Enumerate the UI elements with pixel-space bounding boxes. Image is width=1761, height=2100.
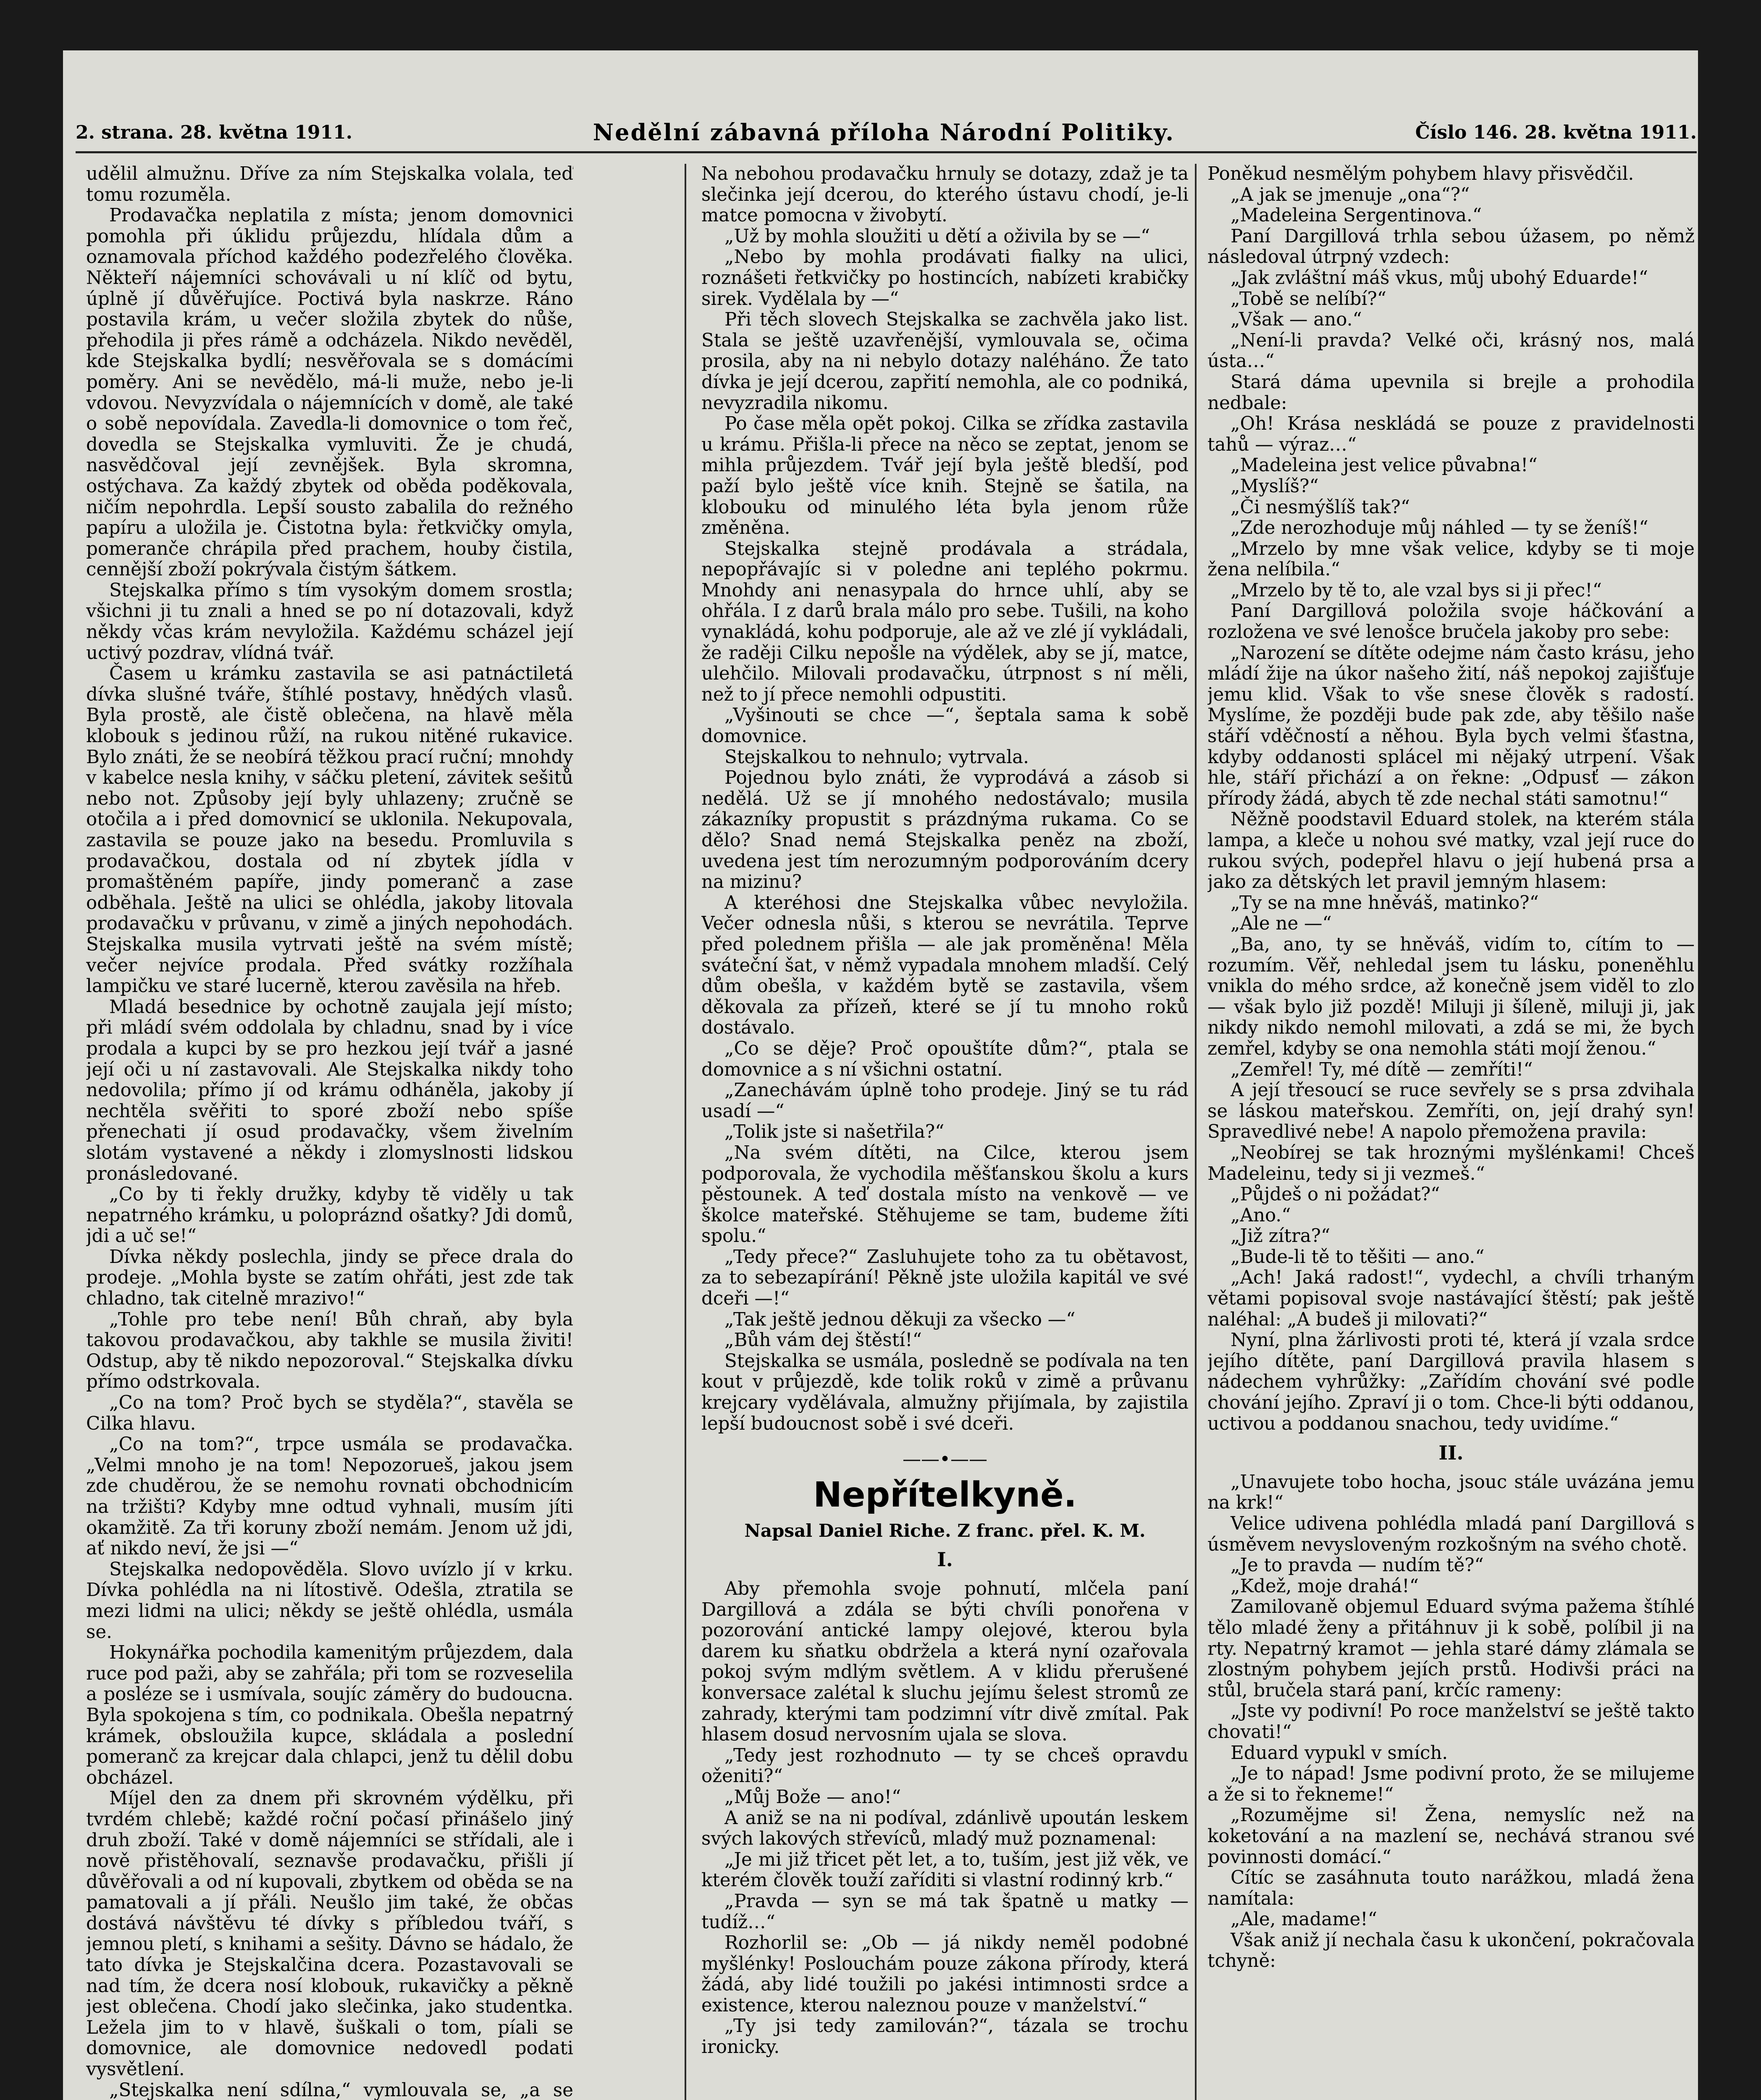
chapter-heading: II. <box>1438 1441 1464 1465</box>
story-title: Nepřítelkyně. <box>813 1475 1077 1515</box>
paragraph: „A jak se jmenuje „ona“?“ <box>1231 184 1470 205</box>
paragraph: „Tedy přece?“ Zasluhujete toho za tu obětavost, za to sebezapírání! Pěkně jste uložila kapitál ve své dceři —!“ <box>701 1246 1189 1310</box>
paragraph: Však aniž jí nechala času k ukončení, pokračovala tchyně: <box>1207 1929 1695 1972</box>
paragraph: „Pravda — syn se má tak špatně u matky — tudíž…“ <box>701 1890 1189 1933</box>
paragraph: Stejskalka přímo s tím vysokým domem srostla; všichni ji tu znali a hned se po ní dotazovali, když někdy včas krám nevyložila. Každému scházel její uctivý pozdrav, vlídná tvář. <box>86 580 573 664</box>
column-rule <box>1195 164 1197 2100</box>
paragraph: Stejskalka nedopověděla. Slovo uvízlo jí v krku. Dívka pohlédla na ni lítostivě. Odešla, ztratila se mezi lidmi na ulici; někdy se ještě ohlédla, usmála se. <box>86 1559 573 1643</box>
paragraph: „Není-li pravda? Velké oči, krásný nos, malá ústa…“ <box>1207 330 1695 372</box>
paragraph: Stejskalka stejně prodávala a strádala, nepopřávajíc si v poledne ani teplého pokrmu. Mnohdy ani nenasypala do hrnce uhlí, aby se ohřála. I z darů brala málo pro sebe. Tušili, na koho vynakládá, kohu podporuje, ale až ve zlé jí vykládali, že raději Cilku nepošle na výdělek, aby se jí, matce, ulehčilo. Milovali prodavačku, útrpnost s ní měli, než to jí přece nemohli odpustiti. <box>701 538 1189 705</box>
paragraph: „Již zítra?“ <box>1231 1226 1331 1247</box>
paragraph: Stejskalka se usmála, posledně se podívala na ten kout v průjezdě, kde tolik roků v zimě a průvanu krejcary vydělávala, almužny přijímala, by zajistila lepší budoucnost sobě i své dceři. <box>701 1350 1189 1434</box>
paragraph: Na nebohou prodavačku hrnuly se dotazy, zdaž je ta slečinka její dcerou, do kterého ústavu chodí, je-li matce pomocna v živobytí. <box>701 164 1189 226</box>
paragraph: „Je to pravda — nudím tě?“ <box>1231 1555 1484 1576</box>
paragraph: Poněkud nesmělým pohybem hlavy přisvědčil. <box>1207 164 1634 184</box>
paragraph: „Oh! Krása neskládá se pouze z pravidelnosti tahů — výraz…“ <box>1207 413 1695 455</box>
paragraph: „Ale, madame!“ <box>1231 1909 1377 1930</box>
story-byline: Napsal Daniel Riche. Z franc. přel. K. M. <box>744 1520 1146 1541</box>
paragraph: „Nebo by mohla prodávati fialky na ulici, roznášeti řetkvičky po hostincích, nabízeti krabičky sirek. Vydělala by —“ <box>701 247 1189 310</box>
paragraph: Stejskalkou to nehnulo; vytrvala. <box>724 746 1029 768</box>
paragraph: „Zde nerozhoduje můj náhled — ty se ženíš!“ <box>1231 517 1648 539</box>
story-separator: ——•—— <box>903 1449 987 1470</box>
paragraph: Po čase měla opět pokoj. Cilka se zřídka zastavila u krámu. Přišla-li přece na něco se zeptat, jenom se mihla průjezdem. Tvář její byla ještě bledší, pod paží bylo ještě více knih. Stejně se šatila, na klobouku od minulého léta byla jenom růže změněna. <box>701 413 1189 539</box>
paragraph: Stará dáma upevnila si brejle a prohodila nedbale: <box>1207 371 1695 414</box>
paragraph: „Rozumějme si! Žena, nemyslíc než na koketování a na mazlení se, nechává stranou své povinnosti domácí.“ <box>1207 1805 1695 1868</box>
paragraph: Zamilovaně objemul Eduard svýma pažema štíhlé tělo mladé ženy a přitáhnuv ji k sobě, políbil ji na rty. Nepatrný kramot — jehla staré dámy zlámala se zlostným pohybem jejích prstů. Hodivši práci na stůl, bručela stará paní, krčíc rameny: <box>1207 1596 1695 1701</box>
paragraph: A aniž se na ni podíval, zdánlivě upoután leskem svých lakových střevíců, mladý muž poznamenal: <box>701 1807 1189 1850</box>
paragraph: „Co by ti řekly družky, kdyby tě viděly u tak nepatrného krámku, u polopráznd ošatky? Jdi domů, jdi a uč se!“ <box>86 1184 573 1247</box>
paragraph: „Myslíš?“ <box>1231 475 1319 497</box>
column-2 <box>701 164 1189 2100</box>
paragraph: Rozhorlil se: „Ob — já nikdy neměl podobné myšlénky! Poslouchám pouze zákona přírody, která žádá, aby lidé toužili po jakési intimnosti srdce a existence, kterou naleznou pouze v manželství.“ <box>701 1932 1189 2016</box>
paragraph: „Madeleina jest velice půvabna!“ <box>1231 455 1538 476</box>
paragraph: Velice udivena pohlédla mladá paní Dargillová s úsměvem nevysloveným rozkošným na svého chotě. <box>1207 1513 1695 1555</box>
paragraph: „Kdež, moje drahá!“ <box>1231 1575 1419 1597</box>
column-rule <box>685 164 686 2100</box>
paragraph: „Madeleina Sergentinova.“ <box>1231 205 1482 226</box>
paragraph: „Zanechávám úplně toho prodeje. Jiný se tu rád usadí —“ <box>701 1080 1189 1122</box>
paragraph: „Ach! Jaká radost!“, vydechl, a chvíli trhaným větami popisoval svoje nastávající štěstí; pak ještě naléhal: „A budeš ji milovati?“ <box>1207 1267 1695 1330</box>
paragraph: „Na svém dítěti, na Cilce, kterou jsem podporovala, že vychodila měšťanskou školu a kurs pěstounek. A teď dostala místo na venkově — ve školce mateřské. Stěhujeme se tam, budeme žíti spolu.“ <box>701 1142 1189 1247</box>
paragraph: „Mrzelo by mne však velice, kdyby se ti moje žena nelíbila.“ <box>1207 538 1695 580</box>
paragraph: A kteréhosi dne Stejskalka vůbec nevyložila. Večer odnesla nůši, s kterou se nevrátila. Teprve před polednem přišla — ale jak proměněna! Měla sváteční šat, v němž vypadala mnohem mladší. Celý dům obešla, v každém bytě se zastavila, všem děkovala za přízeň, které se jí tu mnoho roků dostávalo. <box>701 892 1189 1039</box>
paragraph: Mladá besednice by ochotně zaujala její místo; při mládí svém oddolala by chladnu, snad by i více prodala a kupci by se pro hezkou její tvář a jasné její oči u ní zastavovali. Ale Stejskalka nikdy toho nedovolila; přímo jí od krámu odháněla, jakoby jí nechtěla svěřiti to sporé zboží nebo spíše přenechati jí osud prodavačky, všem živelním slotám vystavené a někdy i zlomyslnosti lidskou pronásledované. <box>86 996 573 1184</box>
paragraph: „Narození se dítěte odejme nám často krásu, jeho mládí žije na úkor našeho žití, náš nepokoj zajišťuje jemu klid. Však to vše snese člověk s radostí. Myslíme, že později bude pak zde, aby těšilo naše stáří vděčností a něhou. Byla bych velmi šťastna, kdyby oddanosti splácel mi nějaký utrpení. Však hle, stáří přichází a on řekne: „Odpusť — zákon přírody žádá, abych tě zde nechal státi samotnu!“ <box>1207 642 1695 809</box>
paragraph: Míjel den za dnem při skrovném výdělku, při tvrdém chlebě; každé roční počasí přinášelo jiný druh zboží. Také v domě nájemníci se střídali, ale i nově přistěhovalí, seznavše prodavačku, přišli jí důvěřovali a od ní kupovali, zbytkem od oběda se na pamatovali a jí přáli. Neušlo jim také, že občas dostává návštěvu té dívky s příbledou tváří, s jemnou pletí, s knihami a sešity. Dávno se hádalo, že tato dívka je Stejskalčina dcera. Pozastavovali se nad tím, že dcera nosí klobouk, rukavičky a pěkně jest oblečena. Chodí jako slečinka, jako studentka. Ležela jim to v hlavě, šuškali o tom, píali se domovnice, ale domovnice nedovedl podati vysvětlení. <box>86 1788 573 2080</box>
paragraph: Paní Dargillová trhla sebou úžasem, po němž následoval útrpný vzdech: <box>1207 226 1695 268</box>
paragraph: „Ba, ano, ty se hněváš, vidím to, cítím to — rozumím. Věř, nehledal jsem tu lásku, poneněhlu vnikla do mého srdce, až konečně jsem viděl to zlo — však bylo již pozdě! Miluji ji šíleně, miluji ji, jak nikdy nikdo nemohl milovati, a zdá se mi, že bych zemřel, kdyby se ona nemohla státi mojí ženou.“ <box>1207 934 1695 1059</box>
paragraph: „Bůh vám dej štěstí!“ <box>724 1330 922 1351</box>
paragraph: „Tedy jest rozhodnuto — ty se chceš opravdu oženiti?“ <box>701 1745 1189 1787</box>
paragraph: „Co na tom? Proč bych se styděla?“, stavěla se Cilka hlavu. <box>86 1392 573 1434</box>
paragraph: Paní Dargillová položila svoje háčkování a rozložena ve své lenošce bručela jakoby pro sebe: <box>1207 601 1695 643</box>
paragraph: Pojednou bylo znáti, že vyprodává a zásob si nedělá. Už se jí mnohého nedostávalo; musila zákazníky propustit s prázdnýma rukama. Co se dělo? Snad nemá Stejskalka peněz na zboží, uvedena jest tím nerozumným podporováním dcery na mizinu? <box>701 767 1189 893</box>
paragraph: Cítíc se zasáhnuta touto narážkou, mladá žena namítala: <box>1207 1867 1695 1909</box>
paragraph: „Či nesmýšlíš tak?“ <box>1231 496 1410 518</box>
paragraph: „Co se děje? Proč opouštíte dům?“, ptala se domovnice a s ní všichni ostatní. <box>701 1038 1189 1080</box>
paragraph: udělil almužnu. Dříve za ním Stejskalka volala, teď tomu rozuměla. <box>86 164 573 205</box>
paragraph: „Jak zvláštní máš vkus, můj ubohý Eduarde!“ <box>1231 267 1648 289</box>
paragraph: „Tobě se nelíbí?“ <box>1231 288 1387 310</box>
paragraph: Aby přemohla svoje pohnutí, mlčela paní Dargillová a zdála se býti chvíli ponořena v pozorování antické lampy olejové, kterou byla darem ku sňatku obdržela a která nyní ozařovala pokoj svým mdlým světlem. A v klidu přerušené konversace zalétal k sluchu jejímu šelest stromů ze zahrady, kterými tam podzimní vítr divě zmítal. Pak hlasem dosud nervosním ujala se slova. <box>701 1578 1189 1746</box>
paragraph: A její třesoucí se ruce sevřely se s prsa zdvihala se láskou mateřskou. Zemříti, on, její drahý syn! Spravedlivé nebe! A napolo přemožena pravila: <box>1207 1080 1695 1143</box>
paragraph: „Je to nápad! Jsme podivní proto, že se milujeme a že si to řekneme!“ <box>1207 1763 1695 1805</box>
paragraph: „Vyšinouti se chce —“, šeptala sama k sobě domovnice. <box>701 705 1189 747</box>
paragraph: „Tohle pro tebe není! Bůh chraň, aby byla takovou prodavačkou, aby takhle se musila živiti! Odstup, aby tě nikdo nepozoroval.“ Stejskalka dívku přímo odstrkovala. <box>86 1309 573 1393</box>
paragraph: „Unavujete tobo hocha, jsouc stále uvázána jemu na krk!“ <box>1207 1471 1695 1514</box>
header-page-date: 2. strana. 28. května 1911. <box>76 121 353 143</box>
header-publication-title: Nedělní zábavná příloha Národní Politiky. <box>593 119 1175 146</box>
paragraph: „Půjdeš o ni požádat?“ <box>1231 1184 1440 1205</box>
paragraph: „Bude-li tě to těšiti — ano.“ <box>1231 1246 1485 1268</box>
paragraph: „Zemřel! Ty, mé dítě — zemříti!“ <box>1231 1059 1533 1080</box>
paragraph: „Ano.“ <box>1231 1205 1291 1226</box>
column-1 <box>86 164 573 2100</box>
paragraph: „Však — ano.“ <box>1231 309 1362 331</box>
column-3 <box>1207 164 1695 2100</box>
paragraph: „Ty jsi tedy zamilován?“, tázala se trochu ironicky. <box>701 2016 1189 2058</box>
paragraph: „Jste vy podivní! Po roce manželství se ještě takto chovati!“ <box>1207 1701 1695 1743</box>
paragraph: „Je mi již třicet pět let, a to, tuším, jest již věk, ve kterém člověk touží zaříditi si vlastní rodinný krb.“ <box>701 1849 1189 1891</box>
chapter-heading: I. <box>937 1548 953 1571</box>
paragraph: „Neobírej se tak hroznými myšlénkami! Chceš Madeleinu, tedy si ji vezmeš.“ <box>1207 1142 1695 1184</box>
paragraph: „Ale ne —“ <box>1231 913 1332 934</box>
page-header <box>76 113 1697 153</box>
paragraph: Nyní, plna žárlivosti proti té, která jí vzala srdce jejího dítěte, paní Dargillová pravila hlasem s nádechem vyhrůžky: „Zařídím chování své podle chování jejího. Zpraví ji o tom. Chce-li býti oddanou, uctivou a poddanou snachou, tedy uvidíme.“ <box>1207 1330 1695 1434</box>
paragraph: Při těch slovech Stejskalka se zachvěla jako list. Stala se ještě uzavřenější, vymlouvala se, očima prosila, aby na ni nebylo dotazy naléháno. Že tato dívka je její dcerou, zapřití nemohla, ale co podniká, nevyzradila nikomu. <box>701 309 1189 414</box>
paragraph: „Tolik jste si našetřila?“ <box>724 1121 945 1143</box>
paragraph: „Můj Bože — ano!“ <box>724 1786 901 1808</box>
paragraph: „Stejskalka není sdílna,“ vymlouvala se, „a se <box>109 2079 573 2100</box>
paragraph: Něžně poodstavil Eduard stolek, na kterém stála lampa, a kleče u nohou své matky, vzal její ruce do rukou svých, podepřel hlavu o její hubená prsa a jako za dětských let pravil jemným hlasem: <box>1207 809 1695 893</box>
paragraph: „Tak ještě jednou děkuji za všecko —“ <box>724 1309 1076 1330</box>
paragraph: „Ty se na mne hněváš, matinko?“ <box>1231 892 1539 914</box>
paragraph: Prodavačka neplatila z místa; jenom domovnici pomohla při úklidu průjezdu, hlídala dům a oznamovala příchod každého podezřelého člověka. Někteří nájemníci schovávali u ní klíč od bytu, úplně jí důvěřujíce. Poctivá byla naskrze. Ráno postavila krám, u večer složila zbytek do nůše, přehodila ji přes rámě a odcházela. Nikdo nevěděl, kde Stejskalka bydlí; nesvěřovala se s domácími poměry. Ani se nevědělo, má-li muže, nebo je-li vdovou. Nevyzvídala o nájemnících v domě, ale také o sobě nepovídala. Zavedla-li domovnice o tom řeč, dovedla se Stejskalka vymluviti. Že je chudá, nasvědčoval její zevnějšek. Byla skromna, ostýchava. Za každý zbytek od oběda poděkovala, ničím nepohrdla. Lepší sousto zabalila do režného papíru a uložila je. Čistotna byla: řetkvičky omyla, pomeranče chrápila před prachem, houby čistila, cennější zboží pokrývala čistým šátkem. <box>86 205 573 580</box>
paragraph: Eduard vypukl v smích. <box>1231 1742 1448 1764</box>
paragraph: „Co na tom?“, trpce usmála se prodavačka. „Velmi mnoho je na tom! Nepozorueš, jakou jsem zde chuděrou, že se nemohu rovnati obchodnicím na tržišti? Kdyby mne odtud vyhnali, musím jíti okamžitě. Za tři koruny zboží nemám. Jenom už jdi, ať nikdo neví, že jsi —“ <box>86 1434 573 1559</box>
paragraph: „Mrzelo by tě to, ale vzal bys si ji přec!“ <box>1231 580 1602 601</box>
paragraph: Dívka někdy poslechla, jindy se přece drala do prodeje. „Mohla byste se zatím ohřáti, jest zde tak chladno, tak citelně mrazivo!“ <box>86 1246 573 1310</box>
header-issue-date: Číslo 146. 28. května 1911. <box>1415 121 1697 143</box>
paragraph: „Už by mohla sloužiti u dětí a oživila by se —“ <box>724 226 1150 247</box>
paragraph: Časem u krámku zastavila se asi patnáctiletá dívka slušné tváře, štíhlé postavy, hnědých vlasů. Byla prostě, ale čistě oblečena, na hlavě měla klobouk s jedinou růží, na rukou nitěné rukavice. Bylo znáti, že se neobírá těžkou prací ruční; mnohdy v kabelce nesla knihy, v sáčku pletení, závitek sešitů nebo not. Způsoby její byly uhlazeny; zručně se otočila a i před domovnicí se uklonila. Nekupovala, zastavila se pouze jako na besedu. Promluvila s prodavačkou, dostala od ní zbytek jídla v promaštěném papíře, jindy pomeranč a zase odběhala. Ještě na ulici se ohlédla, jakoby litovala prodavačku v průvanu, v zimě a jiných nepohodách. Stejskalka musila vytrvati ještě na svém místě; večer nejvíce prodala. Před svátky rozžíhala lampičku ve staré lucerně, kterou zavěsila na hřeb. <box>86 663 573 997</box>
paragraph: Hokynářka pochodila kamenitým průjezdem, dala ruce pod paži, aby se zahřála; při tom se rozveselila a posléze se i usmívala, soujíc záměry do budoucna. Byla spokojena s tím, co podnikala. Obešla nepatrný krámek, obsloužila kupce, skládala a poslední pomeranč za krejcar dala chlapci, jenž tu dělil dobu obcházel. <box>86 1642 573 1788</box>
